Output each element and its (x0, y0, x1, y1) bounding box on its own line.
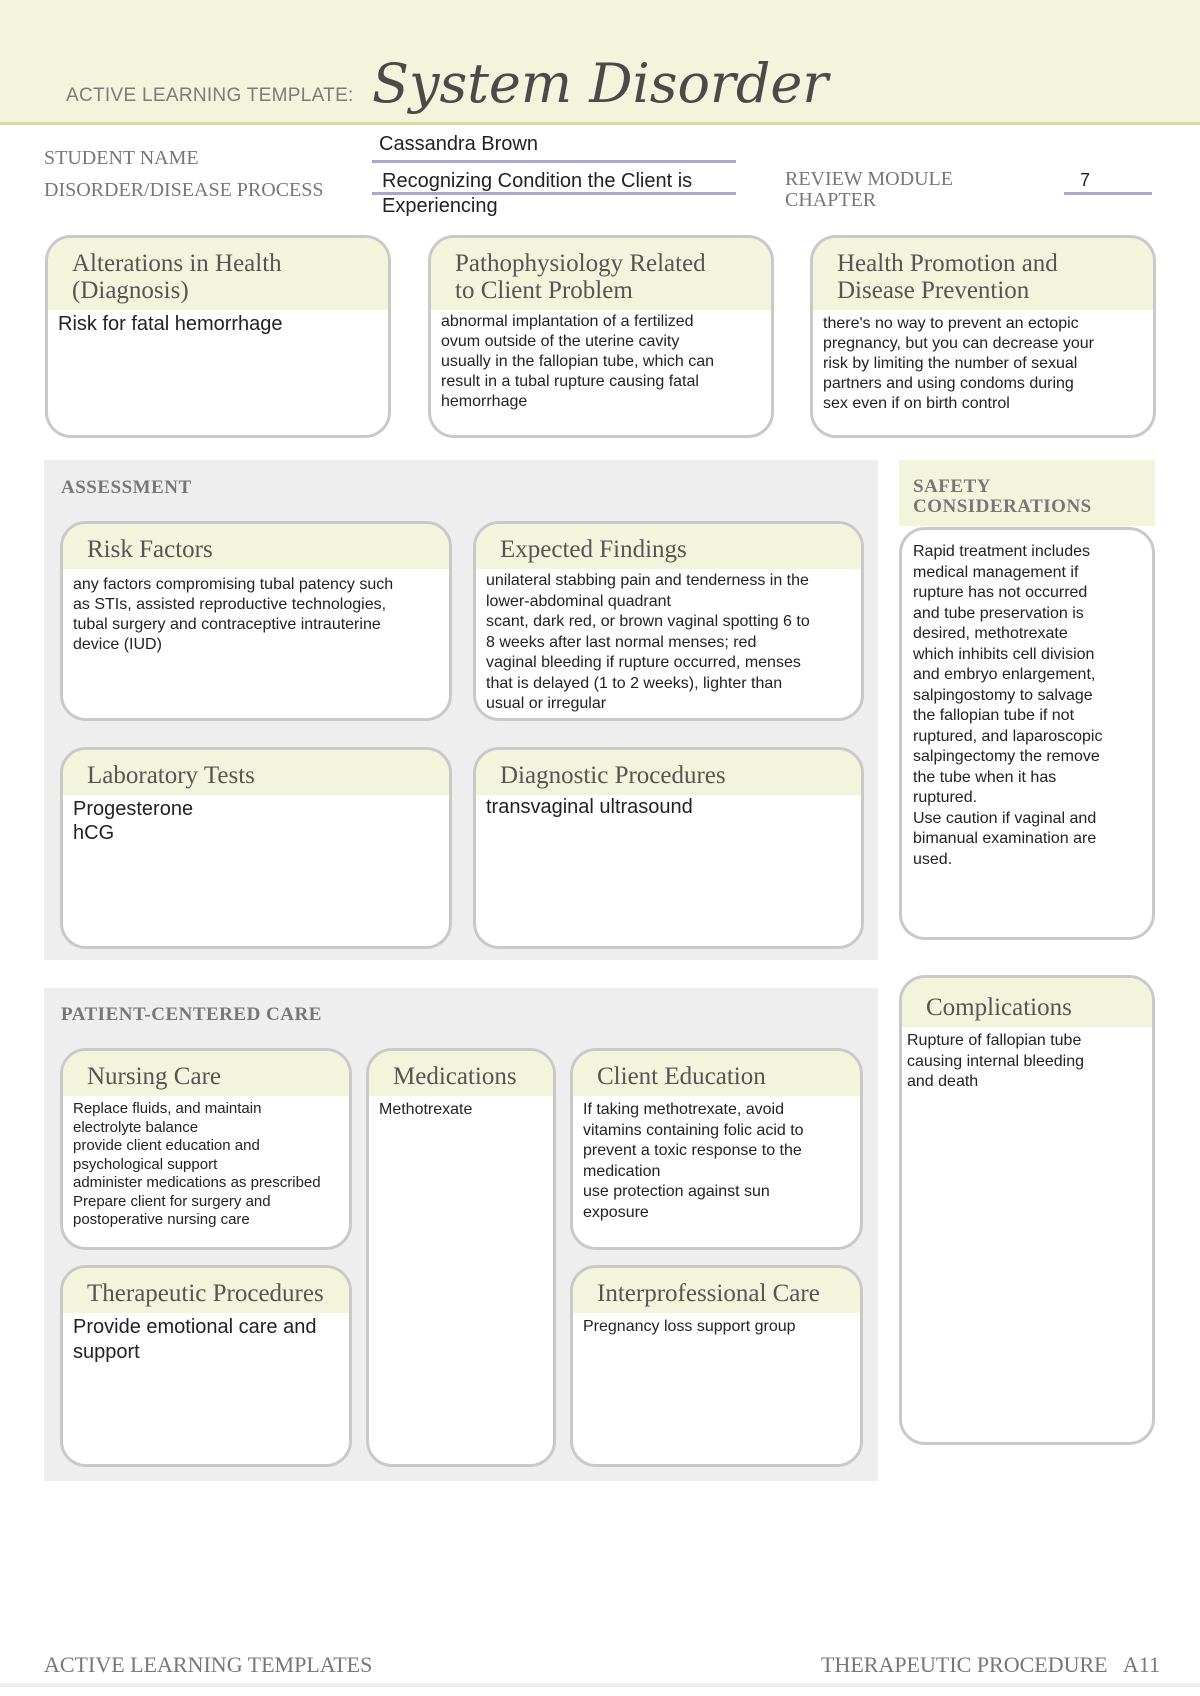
disorder-underline (372, 192, 736, 195)
assessment-title: ASSESSMENT (61, 477, 192, 498)
laboratory-tests-box (60, 747, 452, 949)
diagnostic-procedures-title: Diagnostic Procedures (476, 750, 861, 795)
health-promotion-box (810, 235, 1156, 438)
review-module-value[interactable]: 7 (1080, 170, 1091, 190)
expected-findings-title: Expected Findings (476, 524, 861, 569)
template-label: ACTIVE LEARNING TEMPLATE: (66, 85, 354, 106)
patient-care-title: PATIENT-CENTERED CARE (61, 1004, 322, 1025)
pathophysiology-title: Pathophysiology Related to Client Problem (431, 238, 771, 310)
expected-findings-body[interactable]: unilateral stabbing pain and tenderness in the lower-abdominal quadrant scant, dark red, or brown vaginal spotting 6 to 8 weeks after last normal menses; red vaginal bleeding if rupture occurred, menses that is delayed (1 to 2 weeks), lighter than usual or irregular (486, 572, 810, 712)
complications-body[interactable]: Rupture of fallopian tube causing internal bleeding and death (907, 1032, 1085, 1090)
therapeutic-procedures-title: Therapeutic Procedures (63, 1268, 349, 1313)
risk-factors-title: Risk Factors (63, 524, 449, 569)
interprofessional-care-title: Interprofessional Care (573, 1268, 860, 1313)
health-promotion-title: Health Promotion and Disease Prevention (813, 238, 1153, 310)
client-education-box (570, 1048, 863, 1250)
pathophysiology-box (428, 235, 774, 438)
interprofessional-care-box (570, 1265, 863, 1467)
diagnostic-procedures-body[interactable]: transvaginal ultrasound (486, 796, 693, 818)
review-module-label: REVIEW MODULE CHAPTER (785, 168, 953, 211)
laboratory-tests-title: Laboratory Tests (63, 750, 449, 795)
complications-title: Complications (902, 978, 1152, 1027)
template-title: System Disorder (372, 52, 829, 115)
client-education-body[interactable]: If taking methotrexate, avoid vitamins containing folic acid to prevent a toxic response to the medication use protection against sun exposure (583, 1101, 804, 1221)
interprofessional-care-body[interactable]: Pregnancy loss support group (583, 1318, 796, 1335)
safety-body[interactable]: Rapid treatment includes medical management if rupture has not occurred and tube preservation is desired, methotrexate which inhibits cell division and embryo enlargement, salpingostomy to salvage the fallopian tube if not ruptured, and laparoscopic salpingectomy the remove the tube when it has ruptured. Use caution if vaginal and bimanual examination are used. (913, 543, 1103, 868)
alterations-box (45, 235, 391, 438)
client-education-title: Client Education (573, 1051, 860, 1096)
disorder-label: DISORDER/DISEASE PROCESS (44, 179, 324, 201)
health-promotion-body[interactable]: there's no way to prevent an ectopic pregnancy, but you can decrease your risk by limiting the number of sexual partners and using condoms during sex even if on birth control (823, 315, 1094, 412)
safety-box (899, 527, 1155, 940)
medications-title: Medications (369, 1051, 553, 1096)
safety-title: SAFETY CONSIDERATIONS (913, 476, 1092, 517)
student-name-underline (372, 160, 736, 163)
alterations-title: Alterations in Health (Diagnosis) (48, 238, 388, 310)
review-module-underline (1064, 192, 1152, 195)
footer-left: ACTIVE LEARNING TEMPLATES (44, 1652, 373, 1677)
medications-body[interactable]: Methotrexate (379, 1101, 473, 1118)
risk-factors-body[interactable]: any factors compromising tubal patency such as STIs, assisted reproductive technologies, tubal surgery and contraceptive intrauterine device (IUD) (73, 576, 394, 653)
nursing-care-title: Nursing Care (63, 1051, 349, 1096)
nursing-care-body[interactable]: Replace fluids, and maintain electrolyte balance provide client education and psychological support administer medications as prescribed Prepare client for surgery and postoperative nursing care (73, 1100, 321, 1228)
alterations-body[interactable]: Risk for fatal hemorrhage (58, 313, 283, 335)
laboratory-tests-body[interactable]: Progesterone hCG (73, 798, 194, 844)
risk-factors-box (60, 521, 452, 721)
nursing-care-box (60, 1048, 352, 1250)
therapeutic-procedures-box (60, 1265, 352, 1467)
expected-findings-box (473, 521, 864, 721)
therapeutic-procedures-body[interactable]: Provide emotional care and support (73, 1316, 317, 1363)
footer-line (0, 1683, 1200, 1687)
diagnostic-procedures-box (473, 747, 864, 949)
complications-box (899, 975, 1155, 1445)
student-name-value[interactable]: Cassandra Brown (379, 133, 538, 155)
disorder-value[interactable]: Recognizing Condition the Client is Experiencing (382, 170, 693, 217)
pathophysiology-body[interactable]: abnormal implantation of a fertilized ovum outside of the uterine cavity usually in the fallopian tube, which can result in a tubal rupture causing fatal hemorrhage (441, 313, 715, 410)
medications-box (366, 1048, 556, 1467)
footer-right: THERAPEUTIC PROCEDURE A11 (821, 1652, 1160, 1677)
student-name-label: STUDENT NAME (44, 147, 199, 169)
